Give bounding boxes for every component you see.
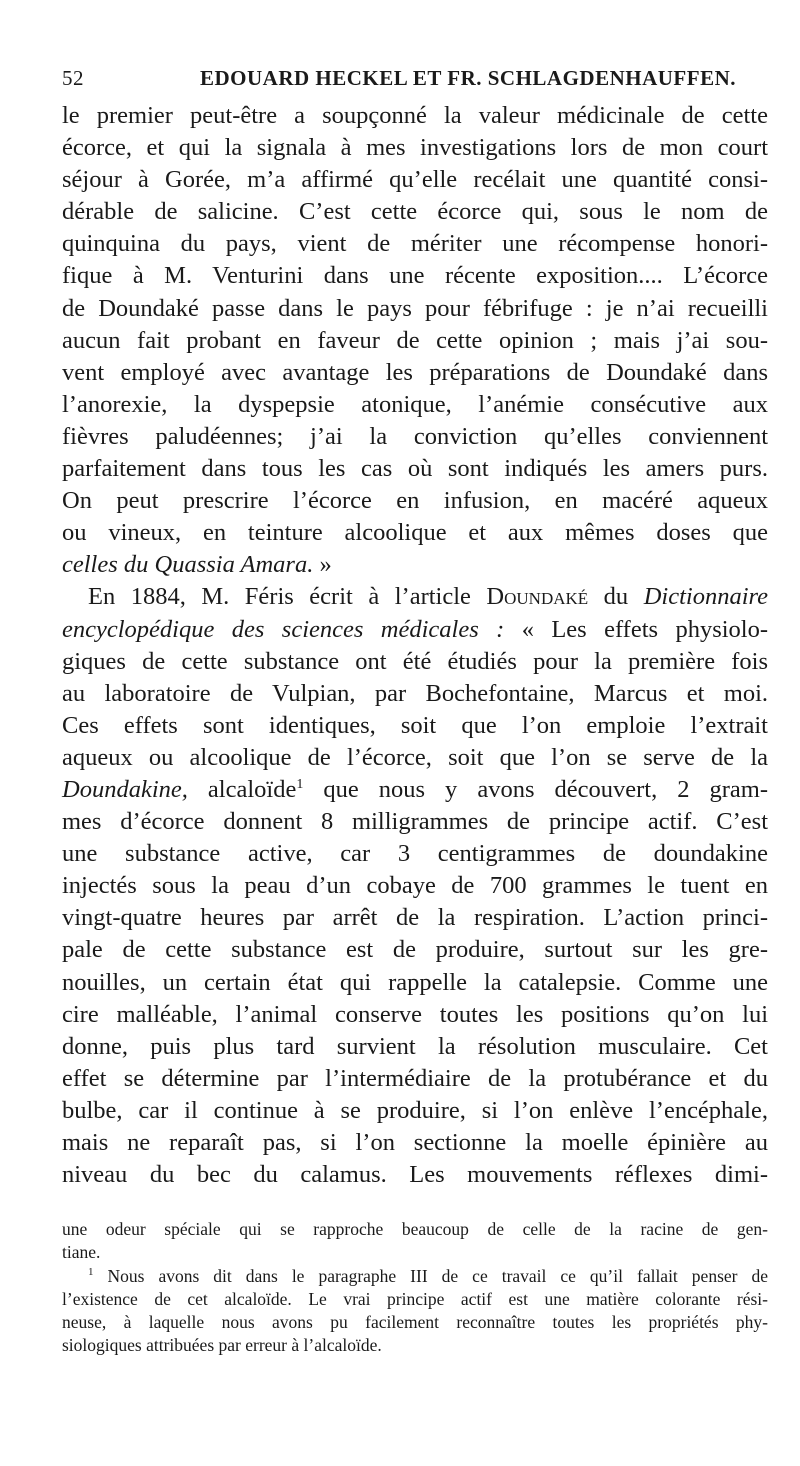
text-line: le premier peut-être a soupçonné la valeur médicinale de cette (62, 102, 768, 129)
text-line: On peut prescrire l’écorce en infusion, en macéré aqueux (62, 487, 768, 515)
text-line: de Doundaké passe dans le pays pour fébrifuge : je n’ai recueilli (62, 294, 768, 322)
text-line: cire malléable, l’animal conserve toutes les positions qu’on lui (62, 1000, 768, 1028)
text-line: dérable de salicine. C’est cette écorce qui, sous le nom de (62, 198, 768, 226)
text-line: quinquina du pays, vient de mériter une récompense honori- (62, 230, 768, 258)
footnote-mark: 1 (88, 1265, 94, 1278)
text-line: l’anorexie, la dyspepsie atonique, l’anémie consécutive aux (62, 390, 768, 418)
text-line: ou vineux, en teinture alcoolique et aux mêmes doses que (62, 519, 768, 547)
text-line: aqueux ou alcoolique de l’écorce, soit que l’on se serve de la (62, 743, 768, 771)
text-line: aucun fait probant en faveur de cette opinion ; mais j’ai sou- (62, 326, 768, 354)
text-line: giques de cette substance ont été étudiés pour la première fois (62, 647, 768, 675)
page-number: 52 (62, 66, 84, 90)
text-line: bulbe, car il continue à se produire, si l’on enlève l’encéphale, (62, 1096, 768, 1124)
footnote-line: siologiques attribuées par erreur à l’alcaloïde. (62, 1335, 382, 1356)
text-line: écorce, et qui la signala à mes investigations lors de mon court (62, 134, 768, 162)
text-line: fièvres paludéennes; j’ai la conviction qu’elles conviennent (62, 422, 768, 450)
footnote-line: l’existence de cet alcaloïde. Le vrai principe actif est une matière colorante rési- (62, 1288, 768, 1309)
text-run: que nous y avons découvert, 2 gram- (303, 775, 769, 803)
text-line: injectés sous la peau d’un cobaye de 700 grammes le tuent en (62, 872, 768, 900)
text-run: Nous avons dit dans le paragraphe III de ce travail ce qu’il fallait penser de (93, 1265, 768, 1286)
text-line: une substance active, car 3 centigrammes de doundakine (62, 840, 768, 868)
footnote-line: une odeur spéciale qui se rapproche beaucoup de celle de la racine de gen- (62, 1219, 768, 1239)
text-line (62, 549, 768, 581)
footnote-ref: 1 (296, 776, 304, 792)
running-title: EDOUARD HECKEL ET FR. SCHLAGDENHAUFFEN. (200, 66, 737, 90)
text-line: donne, puis plus tard survient la résolution musculaire. Cet (62, 1032, 768, 1060)
text-line: Ces effets sont identiques, soit que l’on emploie l’extrait (62, 711, 768, 739)
footnotes (62, 1218, 768, 1358)
text-line: séjour à Gorée, m’a affirmé qu’elle recélait une quantité consi- (62, 166, 768, 194)
text-line (62, 774, 768, 806)
work-title: Dictionnaire (643, 583, 768, 611)
body-text (62, 100, 768, 1191)
text-line: niveau du bec du calamus. Les mouvements réflexes dimi- (62, 1161, 768, 1189)
footnote-line (62, 1265, 768, 1288)
work-title-cont: encyclopédique des sciences médicales : (62, 615, 505, 643)
text-run: « Les effets physiolo- (504, 615, 768, 643)
text-line (62, 581, 768, 613)
text-run: En 1884, M. Féris écrit à l’article (88, 583, 487, 611)
text-line: vingt-quatre heures par arrêt de la respiration. L’action princi- (62, 904, 768, 932)
quote-close: » (313, 551, 332, 579)
text-run: alcaloïde (187, 775, 297, 803)
text-line: mais ne reparaît pas, si l’on sectionne la moelle épinière au (62, 1129, 768, 1156)
text-line (62, 614, 768, 646)
text-line: nouilles, un certain état qui rappelle la catalepsie. Comme une (62, 968, 768, 996)
text-run: du (588, 583, 644, 611)
footnote-line: neuse, à laquelle nous avons pu facilement reconnaître toutes les propriétés phy- (62, 1312, 768, 1333)
text-line: vent employé avec avantage les préparations de Doundaké dans (62, 358, 768, 386)
text-line: pale de cette substance est de produire, surtout sur les gre- (62, 936, 768, 964)
text-line: parfaitement dans tous les cas où sont indiqués les amers purs. (62, 455, 768, 483)
text-line: au laboratoire de Vulpian, par Bochefontaine, Marcus et moi. (62, 679, 768, 707)
text-line: effet se détermine par l’intermédiaire de la protubérance et du (62, 1064, 768, 1092)
text-line: mes d’écorce donnent 8 milligrammes de principe actif. C’est (62, 808, 768, 836)
quote-italic: celles du Quassia Amara. (62, 551, 314, 579)
alkaloid-name: Doundakine, (62, 775, 188, 803)
text-line: fique à M. Venturini dans une récente exposition.... L’écorce (62, 262, 768, 290)
article-title: Doundaké (486, 583, 589, 611)
footnote-line: tiane. (62, 1242, 101, 1263)
